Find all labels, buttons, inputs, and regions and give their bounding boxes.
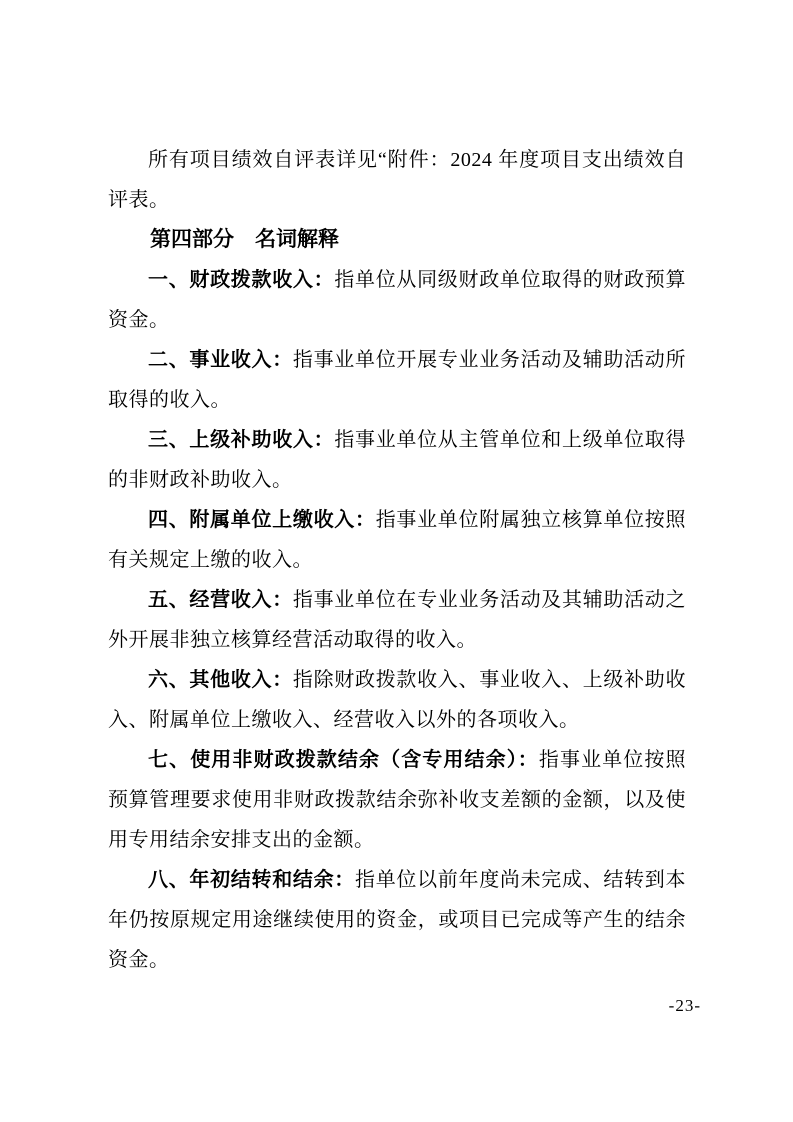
term-definition: 指单位从同级财政单位取得的财政预算资金。: [108, 269, 687, 331]
term-paragraph: [108, 420, 686, 500]
term-paragraph: [108, 580, 686, 660]
term-definition: 指事业单位在专业业务活动及其辅助活动之外开展非独立核算经营活动取得的收入。: [108, 589, 687, 651]
term-label: 五、经营收入：: [148, 589, 293, 611]
term-label: 七、使用非财政拨款结余（含专用结余）：: [148, 749, 539, 771]
term-definition: 指事业单位附属独立核算单位按照有关规定上缴的收入。: [108, 509, 687, 571]
page-number: -23-: [668, 996, 701, 1015]
term-label: 四、附属单位上缴收入：: [148, 509, 376, 531]
term-definition: 指事业单位从主管单位和上级单位取得的非财政补助收入。: [108, 429, 687, 491]
section-heading: 第四部分 名词解释: [150, 228, 339, 251]
intro-paragraph: 所有项目绩效自评表详见“附件：2024 年度项目支出绩效自评表。: [108, 149, 686, 211]
term-paragraph: [108, 260, 686, 340]
term-paragraph: [108, 860, 686, 980]
term-label: 三、上级补助收入：: [148, 429, 335, 451]
term-definition: 指单位以前年度尚未完成、结转到本年仍按原规定用途继续使用的资金，或项目已完成等产生的结余资金。: [108, 869, 686, 971]
term-definition: 指事业单位按照预算管理要求使用非财政拨款结余弥补收支差额的金额，以及使用专用结余安排支出的金额。: [108, 749, 687, 851]
term-paragraph: [108, 500, 686, 580]
term-label: 八、年初结转和结余：: [148, 869, 355, 891]
term-paragraph: [108, 340, 686, 420]
term-paragraph: [108, 740, 686, 860]
term-definition: 指除财政拨款收入、事业收入、上级补助收入、附属单位上缴收入、经营收入以外的各项收入。: [108, 669, 687, 731]
term-paragraph: [108, 660, 686, 740]
term-label: 六、其他收入：: [148, 669, 293, 691]
term-definition: 指事业单位开展专业业务活动及辅助活动所取得的收入。: [108, 349, 687, 411]
page-content: [108, 140, 686, 980]
term-label: 一、财政拨款收入：: [148, 269, 335, 291]
term-label: 二、事业收入：: [148, 349, 293, 371]
